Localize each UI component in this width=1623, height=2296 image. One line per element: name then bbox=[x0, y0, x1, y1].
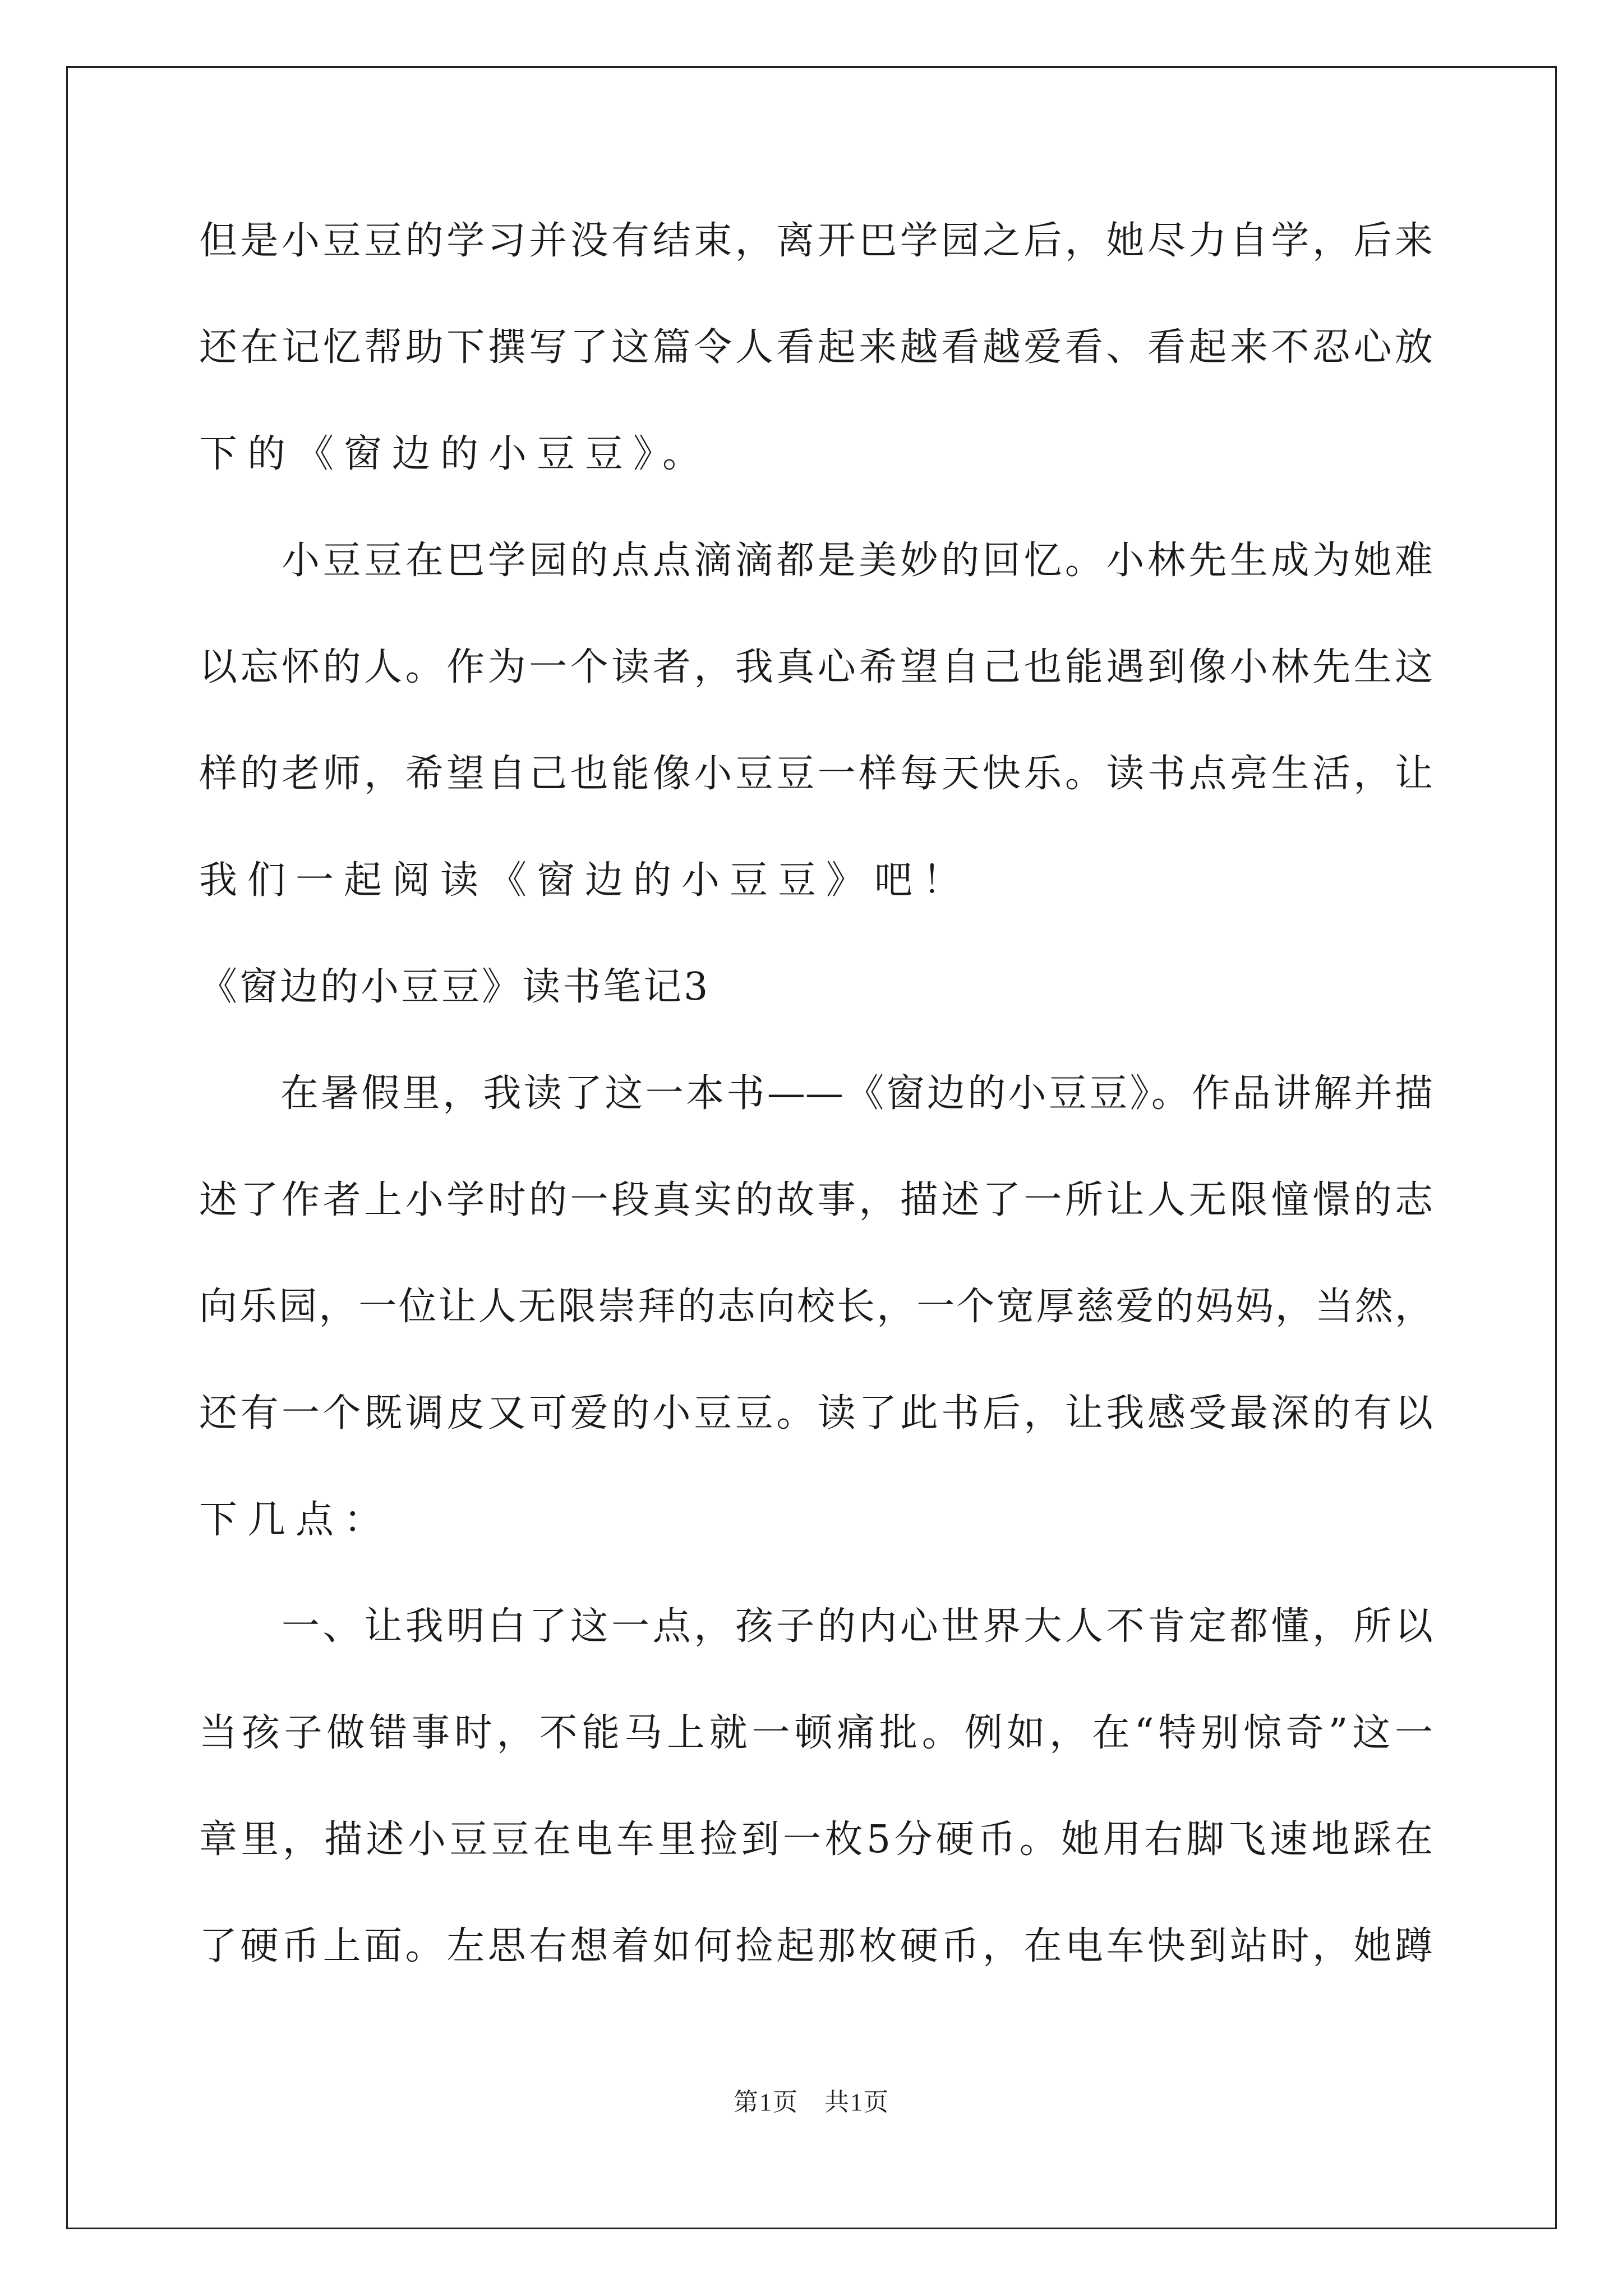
text-line: 一、让我明白了这一点，孩子的内心世界大人不肯定都懂，所以 bbox=[199, 1604, 1433, 1649]
text-line: 我们一起阅读《窗边的小豆豆》吧！ bbox=[199, 858, 971, 903]
text-line: 但是小豆豆的学习并没有结束，离开巴学园之后，她尽力自学，后来 bbox=[199, 219, 1433, 263]
text-line: 当孩子做错事时，不能马上就一顿痛批。例如，在“特别惊奇”这一 bbox=[199, 1711, 1433, 1755]
text-line: 小豆豆在巴学园的点点滴滴都是美妙的回忆。小林先生成为她难 bbox=[199, 539, 1433, 583]
text-line: 以忘怀的人。作为一个读者，我真心希望自己也能遇到像小林先生这 bbox=[199, 645, 1433, 689]
text-line: 了硬币上面。左思右想着如何捡起那枚硬币，在电车快到站时，她蹲 bbox=[199, 1924, 1433, 1968]
text-line: 在暑假里，我读了这一本书——《窗边的小豆豆》。作品讲解并描 bbox=[199, 1071, 1433, 1116]
text-line: 章里，描述小豆豆在电车里捡到一枚5分硬币。她用右脚飞速地踩在 bbox=[199, 1818, 1433, 1862]
page-border bbox=[66, 66, 1557, 2229]
text-line: 样的老师，希望自己也能像小豆豆一样每天快乐。读书点亮生活，让 bbox=[199, 752, 1433, 796]
text-line: 下几点： bbox=[199, 1498, 393, 1542]
text-line: 下的《窗边的小豆豆》。 bbox=[199, 432, 711, 476]
section-heading: 《窗边的小豆豆》读书笔记3 bbox=[199, 965, 711, 1009]
text-line: 还在记忆帮助下撰写了这篇令人看起来越看越爱看、看起来不忍心放 bbox=[199, 325, 1433, 370]
page-footer bbox=[0, 2086, 1623, 2119]
page-number-current: 第1页 bbox=[734, 2088, 799, 2116]
text-line: 向乐园，一位让人无限崇拜的志向校长，一个宽厚慈爱的妈妈，当然， bbox=[199, 1285, 1433, 1329]
page-number-total: 共1页 bbox=[824, 2088, 889, 2116]
text-line: 述了作者上小学时的一段真实的故事，描述了一所让人无限憧憬的志 bbox=[199, 1178, 1433, 1222]
text-line: 还有一个既调皮又可爱的小豆豆。读了此书后，让我感受最深的有以 bbox=[199, 1391, 1433, 1435]
